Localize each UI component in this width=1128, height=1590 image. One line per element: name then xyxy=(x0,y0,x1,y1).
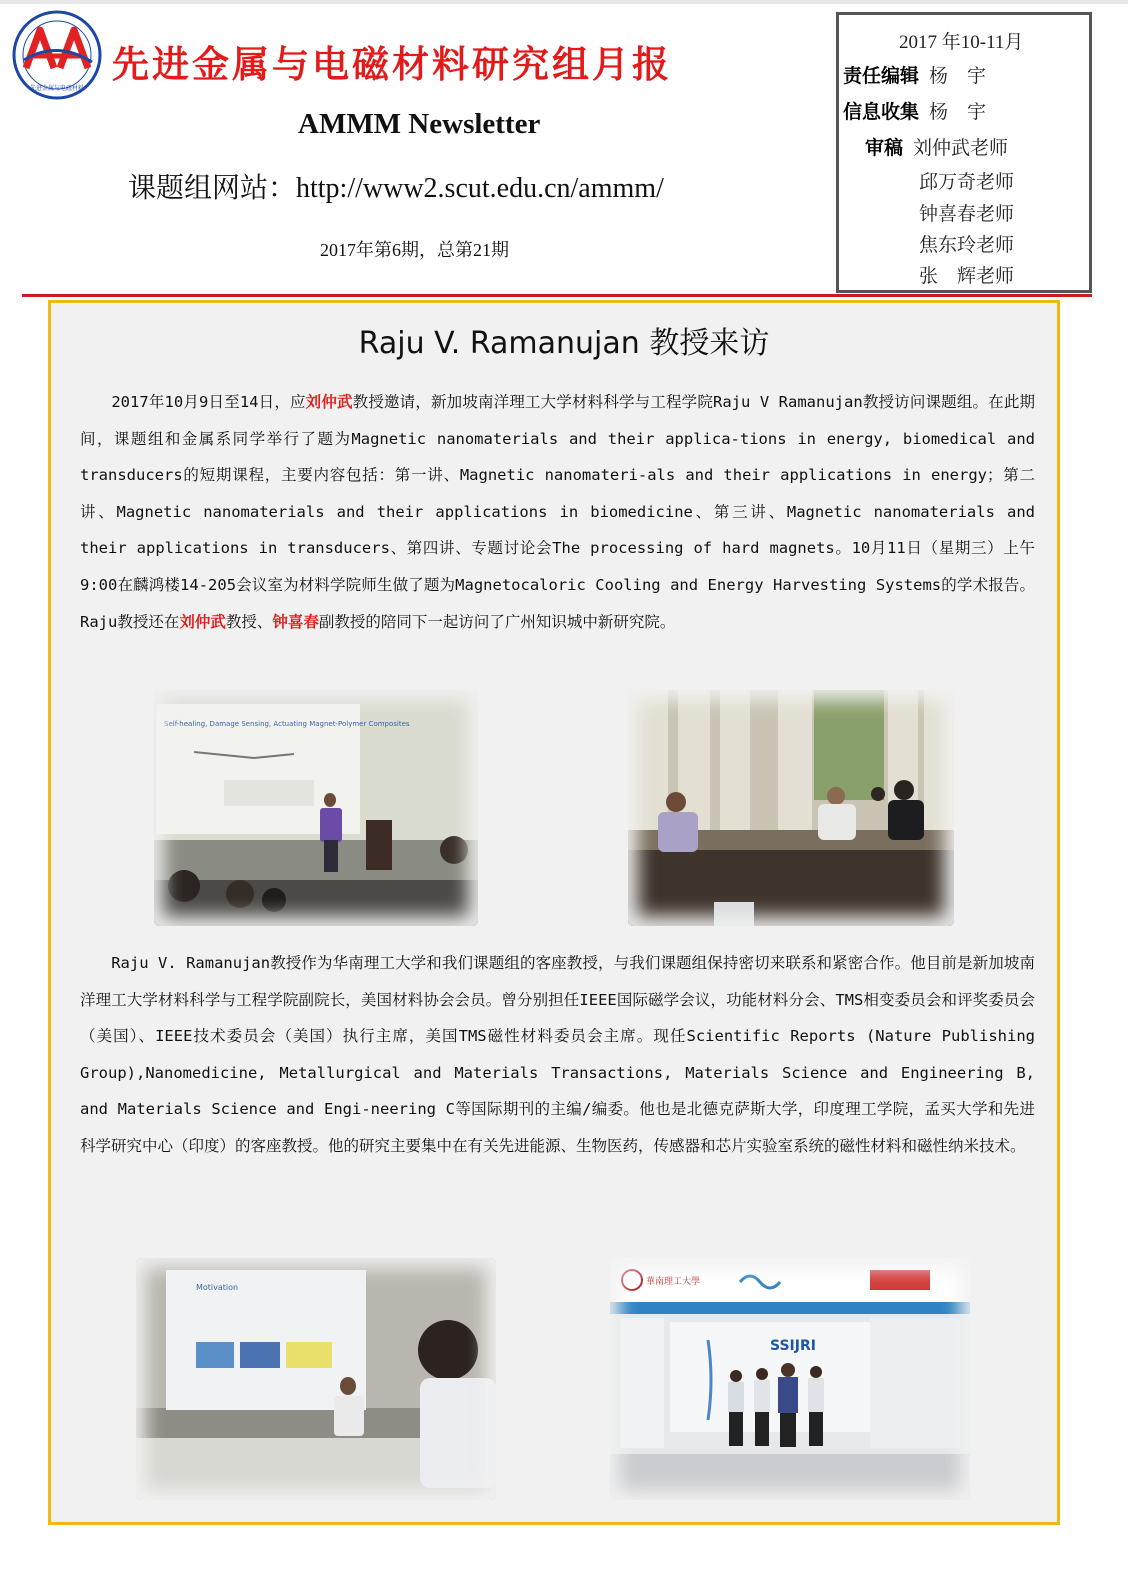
highlight-name: 刘仲武 xyxy=(179,612,226,631)
sign-brand-text: SSIJRI xyxy=(770,1338,816,1354)
highlight-name: 刘仲武 xyxy=(305,393,353,411)
reviewer-name: 焦东玲老师 xyxy=(919,234,1015,256)
article-paragraph-1: 2017年10月9日至14日，应刘仲武教授邀请，新加坡南洋理工大学材料科学与工程学院Raju V Ramanujan教授访问课题组。在此期间，课题组和金属系同学举行了题为Magnetic nanomaterials and their applica-tions in energy, biomedical and transducers的短期课程，主要内容包括：第一讲、Magnetic nanomateri-als and their applications in energy；第二讲、Magnetic nanomaterials and their applications in biomedicine、第三讲、Magnetic nanomaterials and their applications in transducers、第四讲、专题讨论会The processing of hard magnets。10月11日（星期三）上午9:00在麟鸿楼14-205会议室为材料学院师生做了题为Magnetocaloric Cooling and Energy Harvesting Systems的学术报告。Raju教授还在刘仲武教授、钟喜春副教授的陪同下一起访问了广州知识城中新研究院。 xyxy=(80,393,1035,631)
reviewer-label: 审稿 xyxy=(865,137,904,159)
editor-label: 责任编辑 xyxy=(843,65,920,87)
issue-number: 2017年第6期，总第21期 xyxy=(320,240,509,260)
page-top-frame xyxy=(0,0,1128,4)
reviewer-row xyxy=(865,133,1008,160)
photo-ssijri-visit xyxy=(610,1258,970,1500)
reviewer-name: 邱万奇老师 xyxy=(919,171,1015,193)
slide-title-text: Self-healing, Damage Sensing, Actuating Magnet-Polymer Composites xyxy=(164,720,410,728)
photo-lecture-slide xyxy=(154,690,478,926)
slide-title-text: Motivation xyxy=(196,1283,239,1292)
newsletter-title-en: AMMM Newsletter xyxy=(298,108,541,140)
sign-university-text: 華南理工大學 xyxy=(646,1277,701,1287)
article-paragraph-2: Raju V. Ramanujan教授作为华南理工大学和我们课题组的客座教授，与我们课题组保持密切来联系和紧密合作。他目前是新加坡南洋理工大学材料科学与工程学院副院长，美国材料协会会员。曾分别担任IEEE国际磁学会议，功能材料分会、TMS相变委员会和评奖委员会（美国）、IEEE技术委员会（美国）执行主席，美国TMS磁性材料委员会主席。现任Scientific Reports (Nature Publishing Group),Nanomedicine, Metallurgical and Materials Transactions, Materials Science and Engineering B, and Materials Science and Engi-neering C等国际期刊的主编/编委。他也是北德克萨斯大学，印度理工学院，孟买大学和先进科学研究中心（印度）的客座教授。他的研究主要集中在有关先进能源、生物医药，传感器和芯片实验室系统的磁性材料和磁性纳米技术。 xyxy=(80,954,1035,1155)
issue-date: 2017 年10-11月 xyxy=(899,32,1024,53)
editor-name: 杨 宇 xyxy=(929,65,987,87)
highlight-name: 钟喜春 xyxy=(272,612,319,631)
header-divider xyxy=(22,294,1092,297)
reviewer-name: 钟喜春老师 xyxy=(919,203,1015,225)
article-title: Raju V. Ramanujan 教授来访 xyxy=(358,326,770,361)
group-website-link[interactable]: 课题组网站：http://www2.scut.edu.cn/ammm/ xyxy=(128,173,664,204)
collector-row xyxy=(843,97,986,124)
group-logo xyxy=(12,10,102,100)
editor-row xyxy=(843,61,986,88)
photo-meeting-room xyxy=(628,690,954,926)
collector-label: 信息收集 xyxy=(843,101,920,123)
logo-ring-text: 先进金属与电磁材料 xyxy=(29,85,85,92)
reviewer-name: 张 辉老师 xyxy=(919,265,1015,287)
photo-lecture-presentation xyxy=(136,1258,496,1500)
collector-name: 杨 宇 xyxy=(929,101,987,123)
credits-box xyxy=(836,12,1092,293)
newsletter-title-cn: 先进金属与电磁材料研究组月报 xyxy=(112,42,672,86)
reviewer-name: 刘仲武老师 xyxy=(913,137,1009,159)
